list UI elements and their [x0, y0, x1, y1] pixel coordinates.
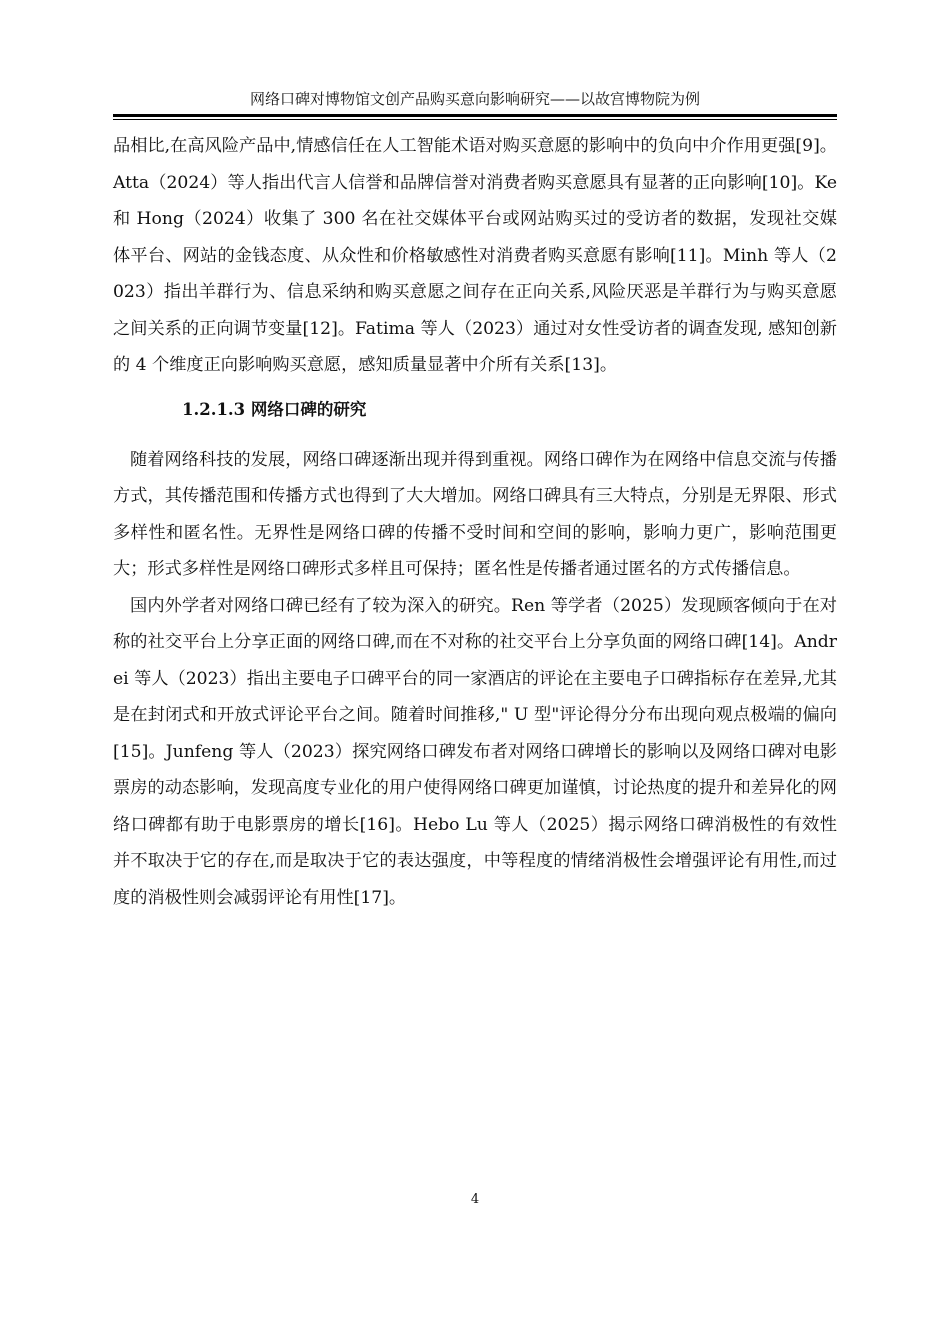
paragraph-continuation: 品相比,在高风险产品中,情感信任在人工智能术语对购买意愿的影响中的负向中介作用更强[9]。Atta（2024）等人指出代言人信誉和品牌信誉对消费者购买意愿具有显著的正向影响[10]。Ke 和 Hong（2024）收集了 300 名在社交媒体平台或网站购买过的受访者的数据，发现社交媒体平台、网站的金钱态度、从众性和价格敏感性对消费者购买意愿有影响[11]。Minh 等人（2023）指出羊群行为、信息采纳和购买意愿之间存在正向关系,风险厌恶是羊群行为与购买意愿之间关系的正向调节变量[12]。Fatima 等人（2023）通过对女性受访者的调查发现, 感知创新的 4 个维度正向影响购买意愿，感知质量显著中介所有关系[13]。 — [113, 136, 837, 375]
header-rule-thin — [113, 119, 837, 120]
paragraph-ewom-intro: 随着网络科技的发展，网络口碑逐渐出现并得到重视。网络口碑作为在网络中信息交流与传播方式，其传播范围和传播方式也得到了大大增加。网络口碑具有三大特点，分别是无界限、形式多样性和匿名性。无界性是网络口碑的传播不受时间和空间的影响，影响力更广，影响范围更大；形式多样性是网络口碑形式多样且可保持；匿名性是传播者通过匿名的方式传播信息。 — [113, 449, 837, 579]
section-heading: 1.2.1.3 网络口碑的研究 — [182, 399, 367, 419]
running-header: 网络口碑对博物馆文创产品购买意向影响研究——以故宫博物院为例 — [249, 90, 700, 108]
header-rule — [113, 114, 837, 117]
paragraph-ewom-research: 国内外学者对网络口碑已经有了较为深入的研究。Ren 等学者（2025）发现顾客倾向于在对称的社交平台上分享正面的网络口碑,而在不对称的社交平台上分享负面的网络口碑[14]。Andrei 等人（2023）指出主要电子口碑平台的同一家酒店的评论在主要电子口碑指标存在差异,尤其是在封闭式和开放式评论平台之间。随着时间推移," U 型"评论得分分布出现向观点极端的偏向[15]。Junfeng 等人（2023）探究网络口碑发布者对网络口碑增长的影响以及网络口碑对电影票房的动态影响，发现高度专业化的用户使得网络口碑更加谨慎，讨论热度的提升和差异化的网络口碑都有助于电影票房的增长[16]。Hebo Lu 等人（2025）揭示网络口碑消极性的有效性并不取决于它的存在,而是取决于它的表达强度，中等程度的情绪消极性会增强评论有用性,而过度的消极性则会减弱评论有用性[17]。 — [113, 595, 837, 908]
page-number: 4 — [470, 1192, 480, 1207]
body-text — [113, 128, 837, 916]
